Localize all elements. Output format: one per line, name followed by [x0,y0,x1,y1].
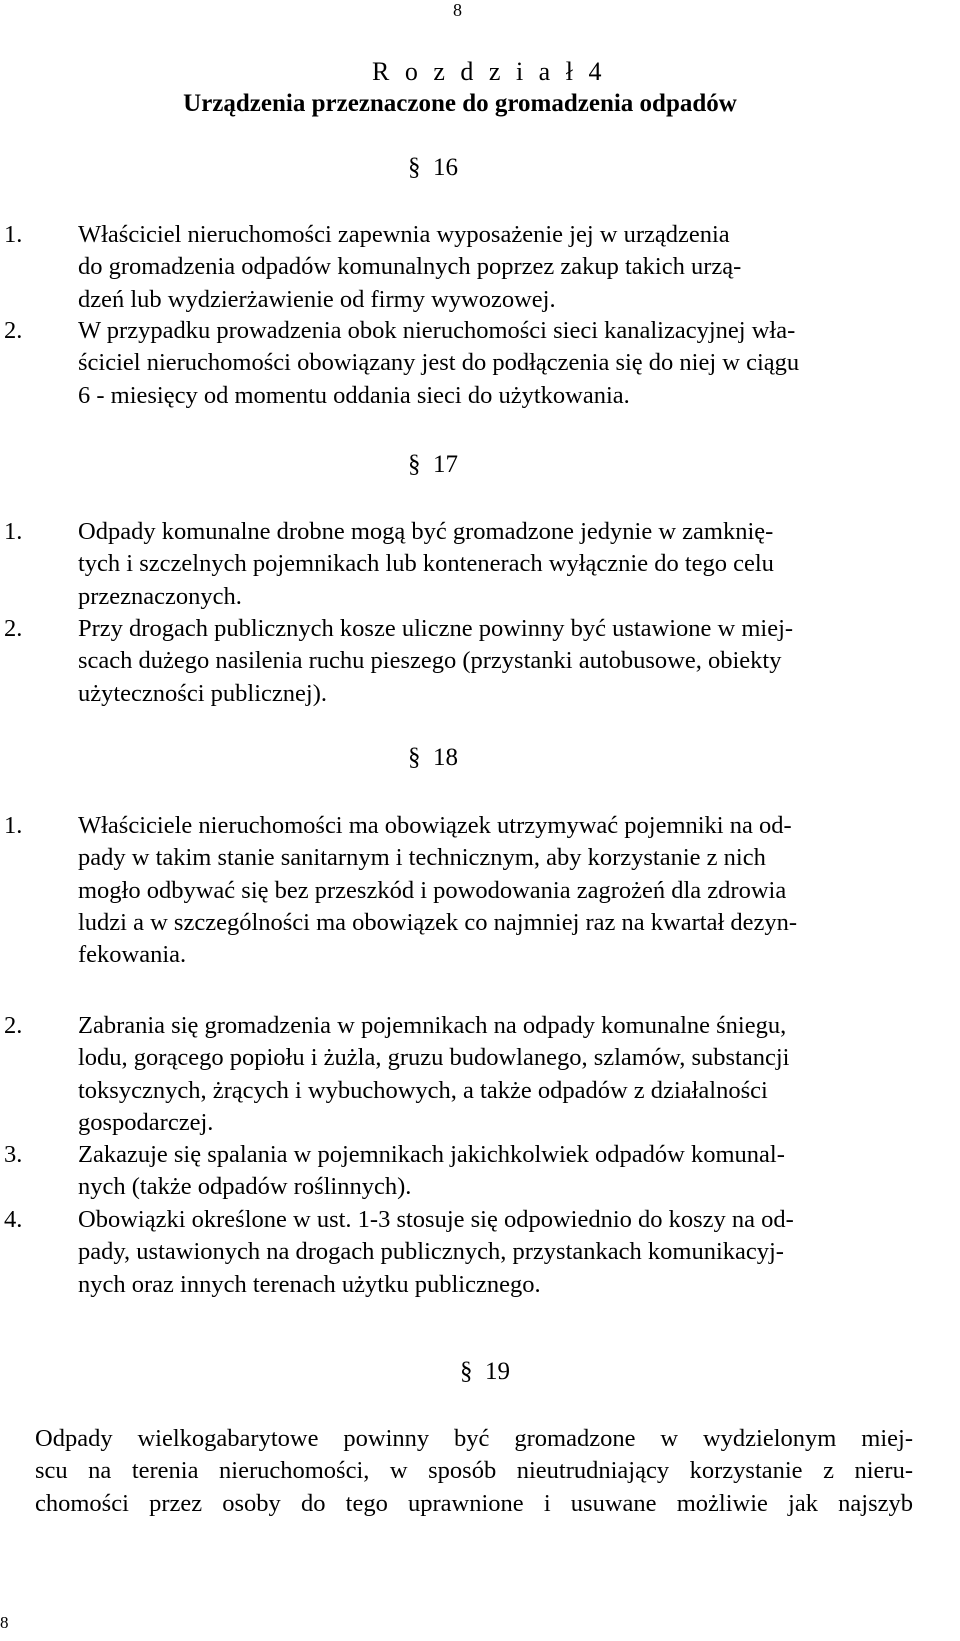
page-number-bottom: 8 [0,1613,9,1632]
item-line: użyteczności publicznej). [78,679,327,707]
section-symbol: § [408,154,421,181]
item-line: przeznaczonych. [78,582,242,610]
item-line: mogło odbywać się bez przeszkód i powodowania zagrożeń dla zdrowia [78,876,787,904]
section-heading-19 [460,1356,510,1388]
item-line: Przy drogach publicznych kosze uliczne powinny być ustawione w miej- [78,615,794,642]
item-number: 1. [4,221,23,248]
section-heading-16 [408,152,458,184]
item-line: nych (także odpadów roślinnych). [78,1173,412,1201]
section-heading-17 [408,449,458,481]
section-number: 19 [485,1358,510,1385]
paragraph-line: scu na terenia nieruchomości, w sposób nieutrudniający korzystanie z nieru- [35,1457,913,1485]
section-19-paragraph [35,1423,913,1520]
section-heading-18 [408,742,458,774]
chapter-label: R o z d z i a ł 4 [372,57,606,86]
section-18-item-3 [4,1139,918,1204]
item-line: fekowania. [78,941,187,969]
chapter-title: Urządzenia przeznaczone do gromadzenia odpadów [183,90,737,117]
section-16-item-1 [4,219,918,316]
item-line: nych oraz innych terenach użytku publicznego. [78,1270,541,1298]
section-number: 17 [433,451,458,478]
item-line: W przypadku prowadzenia obok nieruchomości sieci kanalizacyjnej wła- [78,317,796,344]
paragraph-line: Odpady wielkogabarytowe powinny być gromadzone w wydzielonym miej- [35,1425,913,1452]
paragraph-line: chomości przez osoby do tego uprawnione i usuwane możliwie jak najszyb [35,1489,913,1517]
item-number: 1. [4,812,23,839]
item-line: gospodarczej. [78,1108,214,1136]
item-line: dzeń lub wydzierżawienie od firmy wywozowej. [78,285,556,313]
item-line: Właściciele nieruchomości ma obowiązek utrzymywać pojemniki na od- [78,812,792,839]
item-number: 2. [4,317,23,344]
section-symbol: § [460,1358,473,1385]
section-number: 16 [433,154,458,181]
section-18-item-1 [4,810,918,971]
item-line: 6 - miesięcy od momentu oddania sieci do użytkowania. [78,381,630,409]
section-17-item-2 [4,613,918,710]
item-line: Obowiązki określone w ust. 1-3 stosuje się odpowiednio do koszy na od- [78,1206,794,1233]
item-line: Właściciel nieruchomości zapewnia wyposażenie jej w urządzenia [78,221,730,248]
item-line: Odpady komunalne drobne mogą być gromadzone jedynie w zamknię- [78,518,774,545]
item-number: 1. [4,518,23,545]
item-number: 2. [4,1012,23,1039]
item-number: 4. [4,1206,23,1233]
section-symbol: § [408,451,421,478]
item-line: Zabrania się gromadzenia w pojemnikach na odpady komunalne śniegu, [78,1012,787,1039]
item-line: toksycznych, żrących i wybuchowych, a także odpadów z działalności [78,1076,768,1104]
section-18-item-2 [4,1010,918,1139]
item-line: do gromadzenia odpadów komunalnych poprzez zakup takich urzą- [78,253,742,281]
page-number-top: 8 [453,0,462,20]
section-18-item-4 [4,1204,918,1301]
section-number: 18 [433,744,458,771]
item-line: scach dużego nasilenia ruchu pieszego (przystanki autobusowe, obiekty [78,647,782,675]
section-16-item-2 [4,315,918,412]
item-line: pady, ustawionych na drogach publicznych, przystankach komunikacyj- [78,1238,784,1266]
section-symbol: § [408,744,421,771]
item-line: ściciel nieruchomości obowiązany jest do podłączenia się do niej w ciągu [78,349,800,377]
item-number: 3. [4,1141,23,1168]
item-number: 2. [4,615,23,642]
section-17-item-1 [4,516,918,613]
item-line: tych i szczelnych pojemnikach lub kontenerach wyłącznie do tego celu [78,550,774,578]
item-line: ludzi a w szczególności ma obowiązek co najmniej raz na kwartał dezyn- [78,908,798,936]
item-line: lodu, gorącego popiołu i żużla, gruzu budowlanego, szlamów, substancji [78,1044,790,1072]
item-line: Zakazuje się spalania w pojemnikach jakichkolwiek odpadów komunal- [78,1141,785,1168]
item-line: pady w takim stanie sanitarnym i technicznym, aby korzystanie z nich [78,844,766,872]
